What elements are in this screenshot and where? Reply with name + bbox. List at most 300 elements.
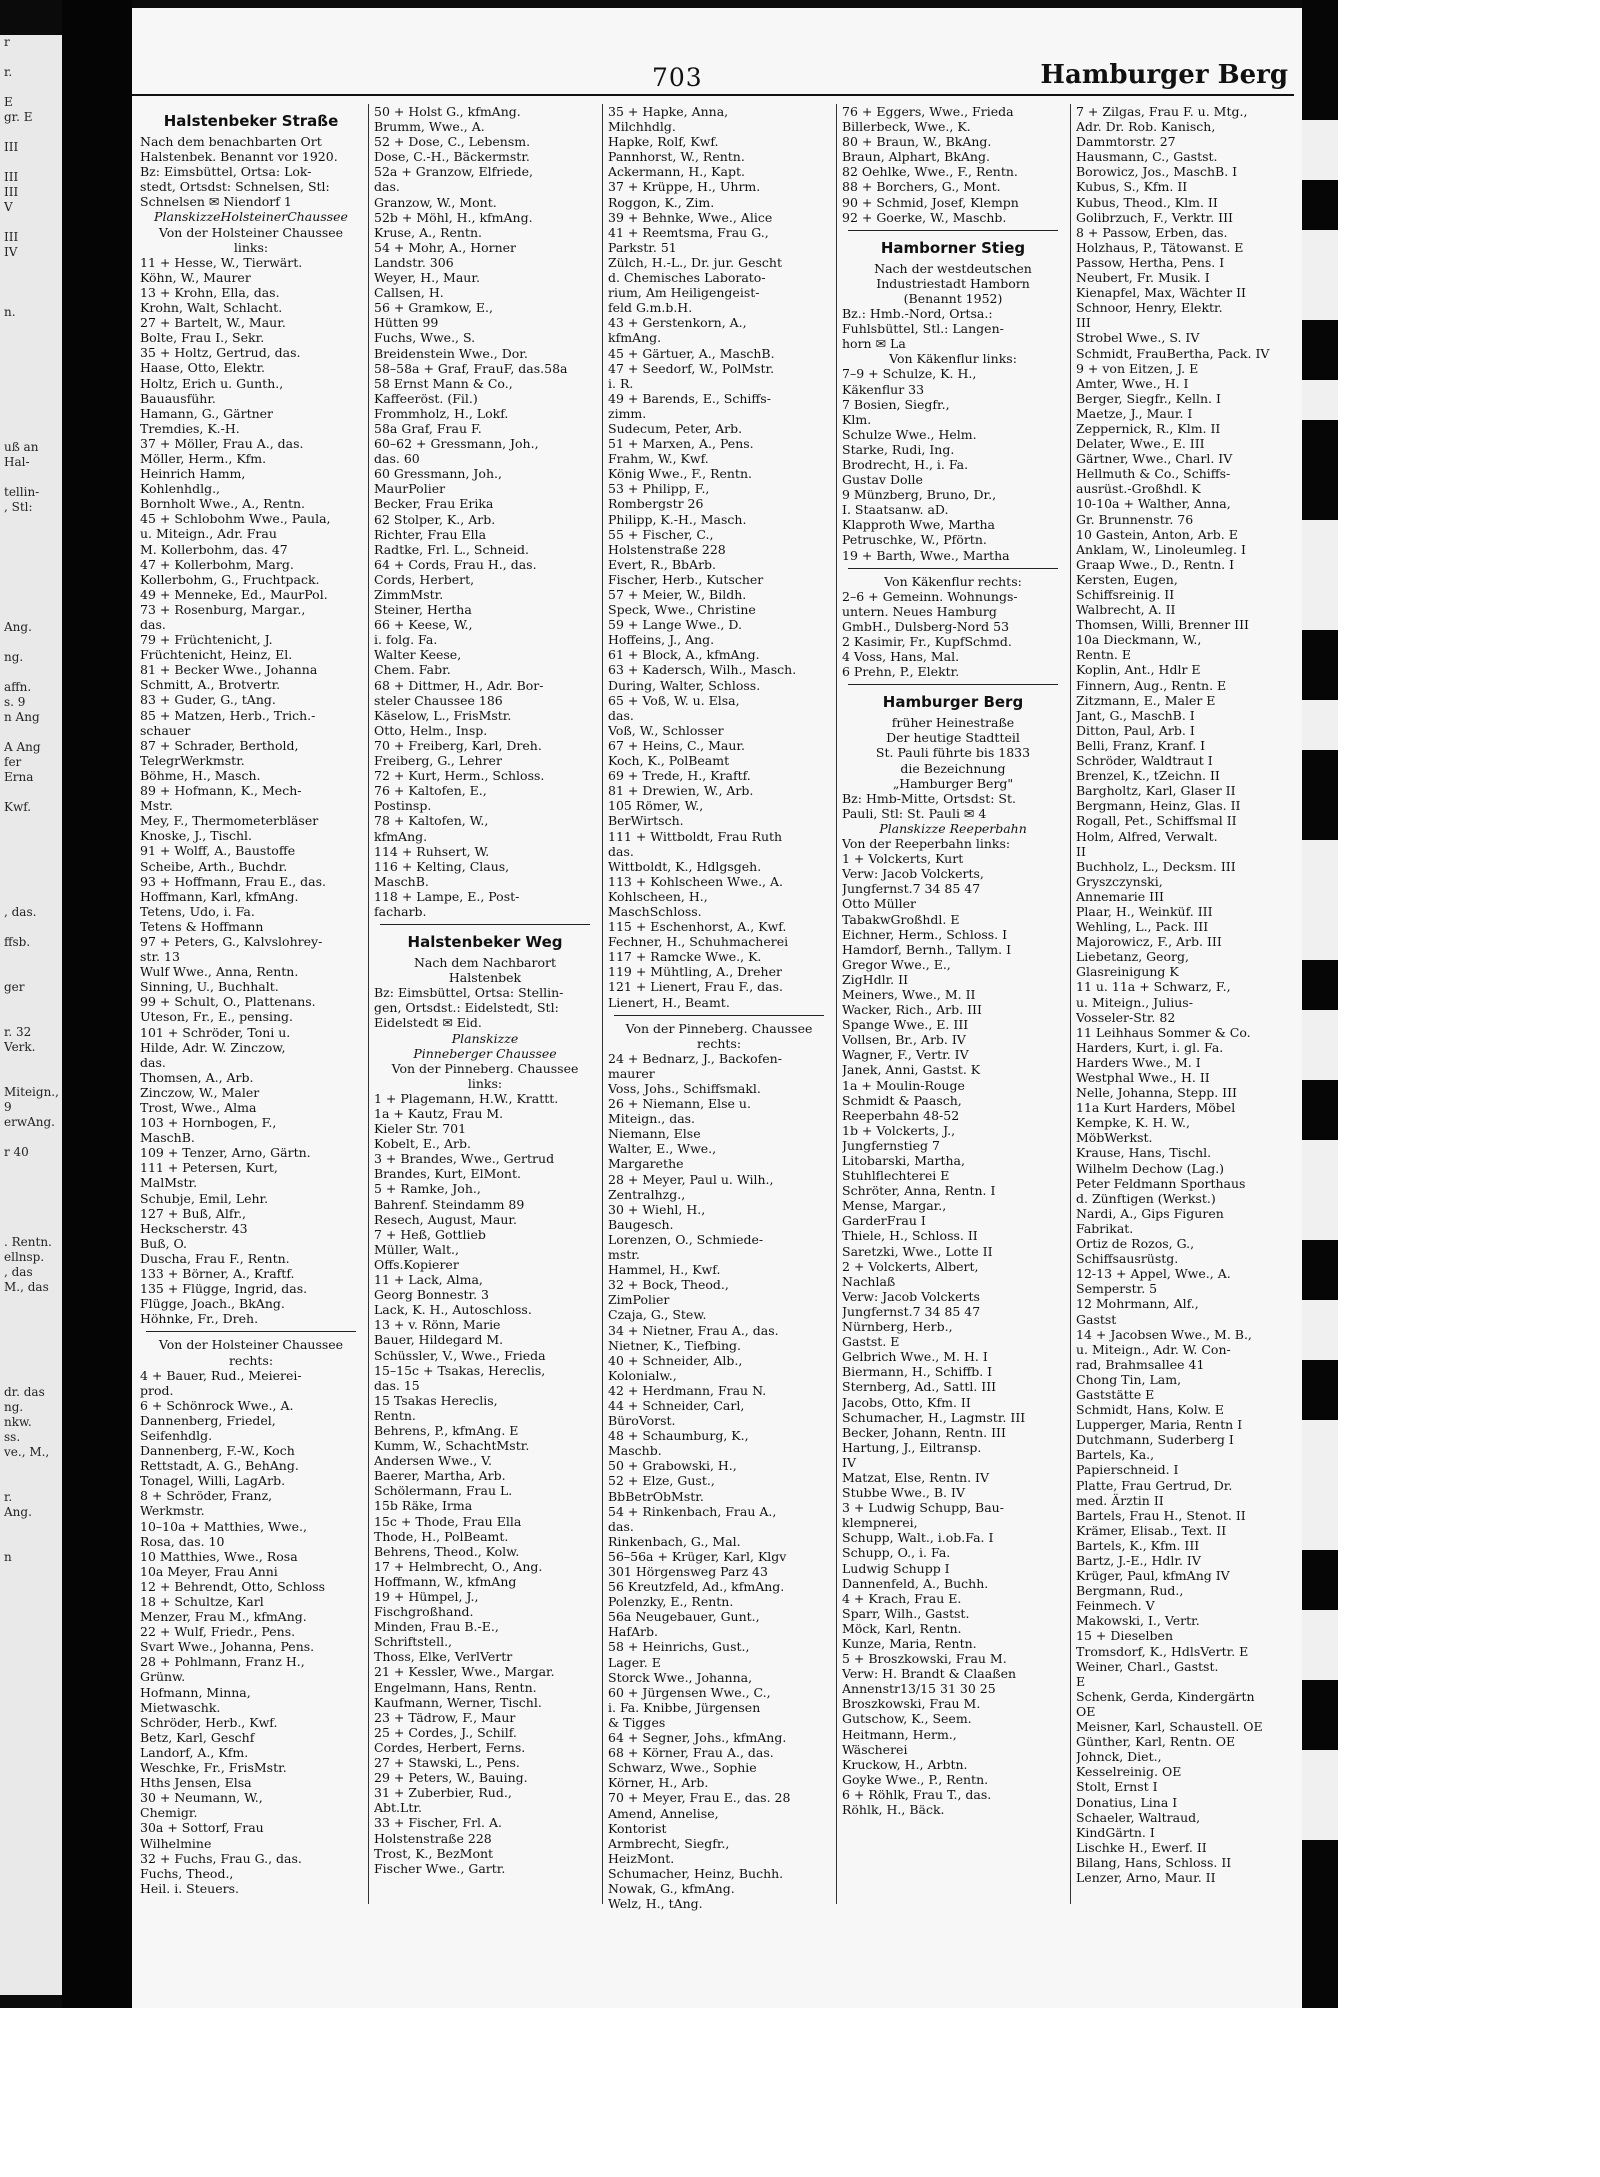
entry-line: Früchtenicht, Heinz, El. [140,647,293,663]
entry-line: Finnern, Aug., Rentn. E [1076,677,1227,693]
entry-line: Saretzki, Wwe., Lotte II [842,1243,993,1259]
entry-line: 111 + Petersen, Kurt, [140,1160,278,1176]
column-4 [842,104,1064,2004]
plan-caption: Planskizze Reeperbahn [879,820,1027,836]
entry-line: Röhlk, H., Bäck. [842,1802,945,1818]
entry-line: Delater, Wwe., E. III [1076,436,1205,452]
entry-line: Rosa, das. 10 [140,1533,225,1549]
entry-line: Bartels, Frau H., Stenot. II [1076,1507,1246,1523]
entry-line: Andersen Wwe., V. [374,1453,492,1469]
entry-line: 28 + Meyer, Paul u. Wilh., [608,1171,774,1187]
entry-line: Harders Wwe., M. I [1076,1054,1201,1070]
entry-line: Broszkowski, Frau M. [842,1696,981,1712]
entry-line: Roggon, K., Zim. [608,194,715,210]
entry-line: Schupp, Walt., i.ob.Fa. I [842,1530,994,1546]
left-page-line: ss. [4,1430,21,1444]
entry-line: 301 Hörgensweg Parz 43 [608,1564,768,1579]
entry-line: 70 + Meyer, Frau E., das. 28 [608,1790,791,1806]
entry-line: kfmAng. [608,330,662,346]
left-page-line [4,1055,62,1070]
entry-line: Abt.Ltr. [374,1800,422,1816]
entry-line: Kolonialw., [608,1367,677,1383]
entry-line: 7 + Heß, Gottlieb [374,1226,486,1242]
left-page-line [4,425,62,440]
entry-line: Brenzel, K., tZeichn. II [1076,768,1220,784]
entry-line: Lack, K. H., Autoschloss. [374,1302,532,1318]
entry-line: 2 Kasimir, Fr., KupfSchmd. [842,634,1012,649]
entry-line: 82 Oehlke, Wwe., F., Rentn. [842,164,1018,180]
left-page-line [4,155,62,170]
entry-line: Nürnberg, Herb., [842,1319,953,1335]
entry-line: Radtke, Frl. L., Schneid. [374,541,529,557]
entry-line: 5 + Broszkowski, Frau M. [842,1651,1007,1667]
entry-line: Gastst. E [842,1334,900,1350]
entry-line: Braun, Alphart, BkAng. [842,149,990,165]
entry-line: OE [1076,1703,1096,1719]
entry-line: Anklam, W., Linoleumleg. I [1076,541,1246,557]
entry-line: 10a Dieckmann, W., [1076,632,1202,648]
entry-line: Wittboldt, K., Hdlgsgeh. [608,858,762,874]
entry-line: Fischgroßhand. [374,1604,474,1620]
entry-line: Bolte, Frau I., Sekr. [140,330,265,346]
entry-line: Betz, Karl, Geschf [140,1729,255,1745]
entry-line: Böhme, H., Masch. [140,767,261,783]
entry-line: Becker, Frau Erika [374,496,494,512]
entry-line: 50 + Holst G., kfmAng. [374,104,521,119]
entry-line: Ortiz de Rozos, G., [1076,1236,1195,1252]
entry-line: Hammel, H., Kwf. [608,1262,721,1278]
entry-line: 40 + Schneider, Alb., [608,1352,743,1368]
entry-line: Kempke, K. H. W., [1076,1115,1190,1131]
left-page-line [4,575,62,590]
entry-line: Platte, Frau Gertrud, Dr. [1076,1477,1233,1493]
entry-line: Schenk, Gerda, Kindergärtn [1076,1688,1255,1704]
entry-line: Thomsen, A., Arb. [140,1069,254,1085]
entry-line: 27 + Stawski, L., Pens. [374,1755,520,1771]
entry-line: u. Miteign., Adr. Frau [140,526,277,542]
section-rule [614,1015,824,1016]
left-page-line [4,635,62,650]
entry-line: 60–62 + Gressmann, Joh., [374,436,539,452]
entry-line: Hapke, Rolf, Kwf. [608,134,719,150]
entry-line: 45 + Schlobohm Wwe., Paula, [140,511,331,527]
entry-line: 43 + Gerstenkorn, A., [608,315,747,331]
entry-line: Wilhelmine [140,1835,212,1851]
entry-line: 72 + Kurt, Herm., Schloss. [374,768,545,784]
entry-line: Nelle, Johanna, Stepp. III [1076,1085,1237,1101]
entry-line: 15 + Dieselben [1076,1628,1174,1644]
entry-line: klempnerei, [842,1515,918,1531]
entry-line: Schmidt, Hans, Kolw. E [1076,1402,1225,1418]
entry-line: 7 + Zilgas, Frau F. u. Mtg., [1076,104,1248,119]
entry-line: Sudecum, Peter, Arb. [608,420,743,436]
left-page-line [4,530,62,545]
left-page-line [4,1370,62,1385]
entry-line: 26 + Niemann, Else u. [608,1096,751,1112]
entry-line: i. folg. Fa. [374,632,438,648]
section-caption: früher Heinestraße [891,715,1015,731]
entry-line: Spange Wwe., E. III [842,1017,969,1033]
entry-line: Gutschow, K., Seem. [842,1711,972,1727]
entry-line: Thiele, H., Schloss. II [842,1228,978,1244]
left-page-line: III [4,230,19,244]
entry-line: Milchhdlg. [608,119,676,135]
entry-line: 116 + Kelting, Claus, [374,858,510,874]
entry-line: During, Walter, Schloss. [608,677,761,693]
entry-line: Otto Müller [842,896,917,912]
entry-line: 42 + Herdmann, Frau N. [608,1382,767,1398]
left-page-line: dr. das [4,1385,45,1399]
entry-line: Callsen, H. [374,285,444,301]
entry-line: 15–15c + Tsakas, Hereclis, [374,1362,546,1378]
entry-line: 10 Matthies, Wwe., Rosa [140,1548,298,1564]
entry-line: Fuchs, Theod., [140,1865,234,1881]
entry-line: Annemarie III [1076,888,1164,904]
left-page-line: r. 32 [4,1025,32,1039]
entry-line: Granzow, W., Mont. [374,194,497,210]
entry-line: Meiners, Wwe., M. II [842,986,976,1002]
entry-line: Baugesch. [608,1216,674,1232]
left-page-line [4,1580,62,1595]
entry-line: Zentralhzg., [608,1186,686,1202]
section-caption: Von Käkenflur rechts: [884,573,1022,589]
entry-line: Hoffeins, J., Ang. [608,632,715,648]
entry-line: Kontorist [608,1820,667,1836]
entry-line: das. [374,179,400,195]
entry-line: Rinkenbach, G., Mal. [608,1533,741,1549]
entry-line: Uteson, Fr., E., pensing. [140,1009,294,1025]
entry-line: 1a + Moulin-Rouge [842,1077,965,1093]
left-page-line [4,950,62,965]
entry-line: 117 + Ramcke Wwe., K. [608,949,762,965]
entry-line: Rogall, Pet., Schiffsmal II [1076,813,1237,829]
entry-line: 115 + Eschenhorst, A., Kwf. [608,919,787,935]
entry-line: Behrens, Theod., Kolw. [374,1543,520,1559]
entry-line: das. [608,1518,634,1534]
entry-line: I. Staatsanw. aD. [842,502,949,518]
entry-line: Werkmstr. [140,1503,205,1519]
entry-line: Baerer, Martha, Arb. [374,1468,506,1484]
entry-line: Dutchmann, Suderberg I [1076,1432,1234,1448]
entry-line: 103 + Hornbogen, F., [140,1115,277,1131]
entry-line: GarderFrau I [842,1213,926,1229]
entry-line: Bargholtz, Karl, Glaser II [1076,783,1236,799]
entry-line: Gärtner, Wwe., Charl. IV [1076,451,1233,467]
entry-line: Becker, Johann, Rentn. III [842,1424,1006,1440]
left-page-line [4,260,62,275]
entry-line: 1 + Volckerts, Kurt [842,851,964,867]
entry-line: Käkenflur 33 [842,381,925,397]
entry-line: Körner, H., Arb. [608,1775,709,1791]
entry-line: Mense, Margar., [842,1198,947,1214]
left-page-line: ve., M., [4,1445,50,1459]
entry-line: Stubbe Wwe., B. IV [842,1485,965,1501]
entry-line: 65 + Voß, W. u. Elsa, [608,692,740,708]
entry-line: 13 + Krohn, Ella, das. [140,284,280,300]
left-page-line [4,1325,62,1340]
entry-line: Kohlscheen, H., [608,888,708,904]
entry-line: Sternberg, Ad., Sattl. III [842,1379,997,1395]
book-gutter [62,0,132,2008]
entry-line: 6 Prehn, P., Elektr. [842,664,960,680]
entry-line: Rentn. E [1076,647,1132,663]
entry-line: 69 + Trede, H., Kraftf. [608,768,751,784]
entry-line: 10a Meyer, Frau Anni [140,1563,278,1579]
entry-line: Eidelstedt ✉ Eid. [374,1015,482,1031]
entry-line: Krüger, Paul, kfmAng IV [1076,1568,1230,1584]
left-page-line [4,80,62,95]
entry-line: 27 + Bartelt, W., Maur. [140,315,286,331]
entry-line: Bartz, J.-E., Hdlr. IV [1076,1553,1201,1568]
entry-line: Schnoor, Henry, Elektr. [1076,300,1223,316]
entry-line: Hütten 99 [374,315,439,331]
entry-line: Philipp, K.-H., Masch. [608,511,747,527]
entry-line: 31 + Zuberbier, Rud., [374,1785,512,1801]
entry-line: prod. [140,1382,174,1398]
entry-line: Kaffeeröst. (Fil.) [374,390,478,406]
left-page-line: s. 9 [4,695,26,709]
entry-line: Bahrenf. Steindamm 89 [374,1196,525,1212]
entry-line: Dammtorstr. 27 [1076,134,1176,150]
entry-line: Passow, Hertha, Pens. I [1076,254,1225,270]
entry-line: MöbWerkst. [1076,1130,1153,1146]
entry-line: Holm, Alfred, Verwalt. [1076,828,1218,844]
entry-line: BerWirtsch. [608,813,684,829]
entry-line: Hamann, G., Gärtner [140,405,274,421]
entry-line: ZigHdlr. II [842,971,909,987]
entry-line: Steiner, Hertha [374,602,472,618]
entry-line: 64 + Segner, Johs., kfmAng. [608,1730,787,1746]
entry-line: Bauausführ. [140,390,216,406]
entry-line: Mey, F., Thermometerbläser [140,813,319,829]
entry-line: Walter Keese, [374,647,462,663]
entry-line: 49 + Menneke, Ed., MaurPol. [140,586,328,602]
entry-line: Thode, H., PolBeamt. [374,1528,509,1544]
entry-line: 85 + Matzen, Herb., Trich.- [140,707,316,723]
left-page-line: A Ang [4,740,41,754]
entry-line: Voß, W., Schlosser [608,722,724,738]
section-caption: rechts: [228,1352,274,1368]
entry-line: Seifenhdlg. [140,1427,213,1443]
entry-line: Lischke H., Ewerf. II [1076,1839,1207,1855]
entry-line: Lenzer, Arno, Maur. II [1076,1869,1216,1885]
entry-line: Knoske, J., Tischl. [140,828,252,844]
entry-line: 21 + Kessler, Wwe., Margar. [374,1664,555,1680]
entry-line: Chong Tin, Lam, [1076,1371,1182,1387]
entry-line: 12-13 + Appel, Wwe., A. [1076,1266,1231,1282]
entry-line: Wacker, Rich., Arb. III [842,1002,982,1018]
entry-line: Käselow, L., FrisMstr. [374,707,512,723]
entry-line: III [1076,315,1091,331]
entry-line: maurer [608,1065,655,1081]
left-page-line [4,365,62,380]
left-page-line [4,560,62,575]
entry-line: Jacobs, Otto, Kfm. II [842,1394,971,1410]
entry-line: Köhn, W., Maurer [140,269,251,285]
entry-line: Schröder, Waldtraut I [1076,753,1213,769]
entry-line: Tetens & Hoffmann [140,918,264,934]
entry-line: Schumacher, H., Lagmstr. III [842,1409,1026,1425]
entry-line: Schumacher, Heinz, Buchh. [608,1865,784,1881]
entry-line: 28 + Pohlmann, Franz H., [140,1654,305,1670]
left-page-line [4,50,62,65]
entry-line: Bz: Hmb-Mitte, Ortsdst: St. [842,790,1016,806]
entry-line: Mstr. [140,798,173,814]
entry-line: Plaar, H., Weinküf. III [1076,903,1213,919]
entry-line: Pauli, Stl: St. Pauli ✉ 4 [842,805,987,821]
entry-line: Mietwaschk. [140,1699,221,1715]
entry-line: HafArb. [608,1624,658,1640]
entry-line: Tetens, Udo, i. Fa. [140,903,255,919]
entry-line: Haase, Otto, Elektr. [140,360,266,376]
entry-line: 55 + Fischer, C., [608,526,714,542]
entry-line: Schröter, Anna, Rentn. I [842,1183,996,1199]
left-page-line [4,725,62,740]
entry-line: Nietner, K., Tiefbing. [608,1337,741,1353]
entry-line: 113 + Kohlscheen Wwe., A. [608,873,784,889]
left-page-line [4,1220,62,1235]
left-page-line [4,1130,62,1145]
entry-line: 101 + Schröder, Toni u. [140,1024,291,1040]
entry-line: Vollsen, Br., Arb. IV [842,1032,966,1048]
entry-line: das. 60 [374,451,420,467]
left-page-line [4,875,62,890]
entry-line: 68 + Körner, Frau A., das. [608,1745,774,1761]
left-page-line: nkw. [4,1415,32,1429]
entry-line: Müller, Walt., [374,1241,459,1257]
entry-line: 4 + Bauer, Rud., Meierei- [140,1367,302,1383]
left-page-line [4,1460,62,1475]
entry-line: Jungfernst.7 34 85 47 [842,1303,981,1319]
entry-line: Nach dem benachbarten Ort [140,134,322,149]
entry-line: Matzat, Else, Rentn. IV [842,1469,990,1485]
entry-line: Makowski, I., Vertr. [1076,1613,1200,1629]
left-page-line [4,665,62,680]
entry-line: Wäscherei [842,1741,908,1757]
entry-line: 58 Ernst Mann & Co., [374,375,513,391]
entry-line: Heitmann, Herm., [842,1726,957,1742]
entry-line: Bartels, Ka., [1076,1447,1155,1463]
entry-line: Berger, Siegfr., Kelln. I [1076,390,1221,406]
entry-line: Wilhelm Dechow (Lag.) [1076,1160,1225,1176]
entry-line: Strobel Wwe., S. IV [1076,330,1200,346]
entry-line: 17 + Helmbrecht, O., Ang. [374,1558,543,1574]
entry-line: Zinczow, W., Maler [140,1084,260,1100]
left-page-line: ng. [4,650,24,664]
entry-line: Heinrich Hamm, [140,466,246,482]
entry-line: Klm. [842,411,872,427]
left-page-fragment [0,35,65,1995]
entry-line: Feinmech. V [1076,1598,1155,1614]
entry-line: Offs.Kopierer [374,1256,459,1272]
left-page-line [4,125,62,140]
entry-line: Reeperbahn 48-52 [842,1107,960,1123]
entry-line: Landorf, A., Kfm. [140,1744,249,1760]
left-page-line [4,410,62,425]
entry-line: Maschb. [608,1443,662,1459]
page-number: 703 [652,63,703,92]
left-page-line [4,1190,62,1205]
entry-line: Höhnke, Fr., Dreh. [140,1311,259,1327]
entry-line: Donatius, Lina I [1076,1794,1178,1810]
entry-line: 118 + Lampe, E., Post- [374,888,520,904]
entry-line: 54 + Mohr, A., Horner [374,239,517,255]
plan-caption: PlanskizzeHolsteinerChaussee [154,209,348,225]
section-rule [848,684,1058,685]
entry-line: 79 + Früchtenicht, J. [140,632,273,648]
entry-line: Holstenstraße 228 [608,541,726,557]
entry-line: Kruckow, H., Arbtn. [842,1756,968,1772]
entry-line: Voss, Johs., Schiffsmakl. [608,1081,761,1096]
street-heading: Halstenbeker Weg [407,933,563,952]
entry-line: 109 + Tenzer, Arno, Gärtn. [140,1145,311,1161]
left-page-line: Erna [4,770,34,784]
entry-line: 8 + Schröder, Franz, [140,1488,273,1504]
entry-line: Lager. E [608,1654,661,1670]
entry-line: Krämer, Elisab., Text. II [1076,1522,1227,1538]
entry-line: Zitzmann, E., Maler E [1076,692,1216,708]
entry-line: 30 + Neumann, W., [140,1790,263,1806]
entry-line: Ludwig Schupp I [842,1560,950,1576]
entry-line: 44 + Schneider, Carl, [608,1397,745,1413]
left-page-line: , das [4,1265,33,1279]
left-page-line: r. [4,65,13,79]
entry-line: Pannhorst, W., Rentn. [608,149,745,165]
entry-line: 32 + Fuchs, Frau G., das. [140,1850,302,1866]
entry-line: Gustav Dolle [842,472,923,488]
section-caption: Der heutige Stadtteil [886,730,1020,746]
entry-line: Ackermann, H., Kapt. [608,164,745,180]
entry-line: Breidenstein Wwe., Dor. [374,345,528,361]
entry-line: 14 + Jacobsen Wwe., M. B., [1076,1326,1252,1342]
entry-line: Frommholz, H., Lokf. [374,405,509,421]
left-page-line [4,995,62,1010]
left-page-line: r [4,35,10,49]
entry-line: Borowicz, Jos., MaschB. I [1076,164,1238,180]
entry-line: MaschSchloss. [608,903,702,919]
entry-line: 68 + Dittmer, H., Adr. Bor- [374,677,544,693]
left-page-line [4,545,62,560]
left-page-line [4,350,62,365]
entry-line: Meisner, Karl, Schaustell. OE [1076,1719,1263,1735]
entry-line: Fischer, Herb., Kutscher [608,571,764,587]
entry-line: 87 + Schrader, Berthold, [140,737,299,753]
left-page-line: Ang. [4,620,32,634]
entry-line: Goyke Wwe., P., Rentn. [842,1771,989,1787]
entry-line: 4 Voss, Hans, Mal. [842,649,960,665]
entry-line: 13 + v. Rönn, Marie [374,1317,501,1333]
entry-line: HeizMont. [608,1850,675,1866]
column-5 [1076,104,1296,2004]
entry-line: 9 Münzberg, Bruno, Dr., [842,487,997,503]
entry-line: Schulze Wwe., Helm. [842,426,977,442]
entry-line: Armbrecht, Siegfr., [608,1835,730,1851]
entry-line: Hofmann, Minna, [140,1684,251,1700]
entry-line: 58a Graf, Frau F. [374,420,482,436]
entry-line: 12 + Behrendt, Otto, Schloss [140,1578,326,1594]
entry-line: i. Fa. Knibbe, Jürgensen [608,1699,761,1715]
entry-line: Westphal Wwe., H. II [1076,1070,1210,1085]
entry-line: Lienert, H., Beamt. [608,994,730,1010]
entry-line: Glasreinigung K [1076,964,1179,980]
entry-line: 47 + Seedorf, W., PolMstr. [608,360,775,376]
left-page-line: ng. [4,1400,24,1414]
entry-line: 2 + Volckerts, Albert, [842,1258,979,1274]
entry-line: Hilde, Adr. W. Zinczow, [140,1039,286,1055]
entry-line: 135 + Flügge, Ingrid, das. [140,1281,308,1297]
left-page-line: , Stl: [4,500,33,514]
left-page-line: Hal- [4,455,30,469]
